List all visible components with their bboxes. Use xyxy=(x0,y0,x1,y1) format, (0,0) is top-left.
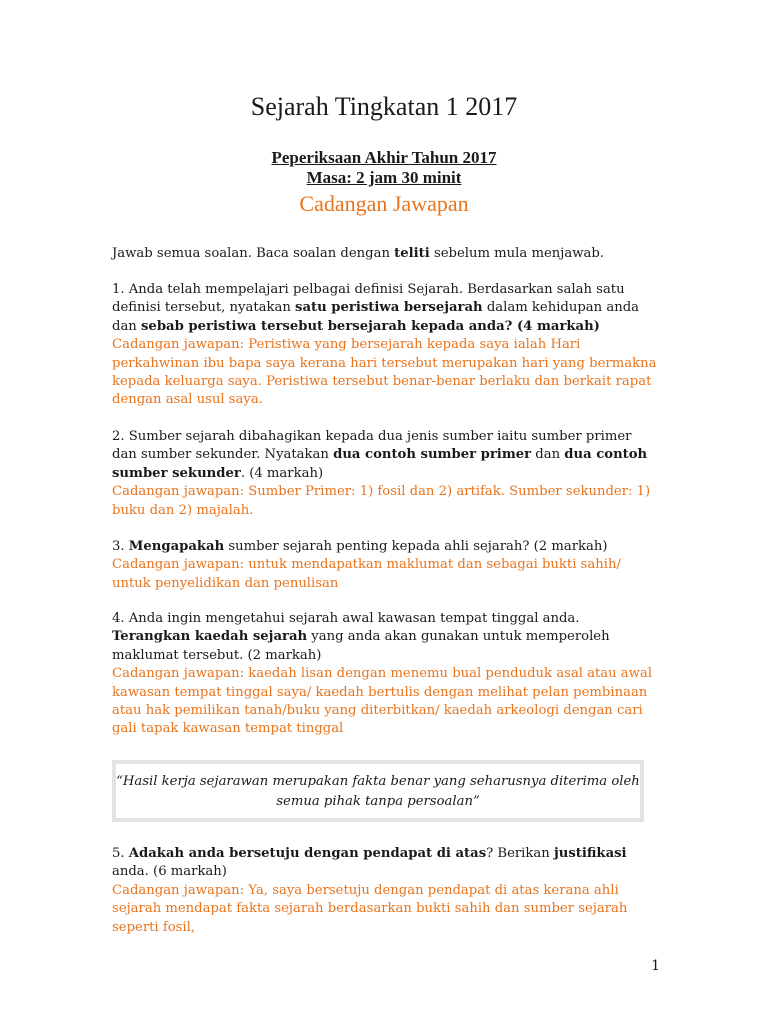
question-2-text xyxy=(112,428,660,483)
instructions xyxy=(112,245,660,263)
q1-t1: 1. Anda telah mempelajari pelbagai definisi Sejarah. Berdasarkan salah satu definisi tersebut, nyatakan xyxy=(112,282,625,316)
question-1 xyxy=(112,281,660,410)
q1-t3: dalam kehidupan anda dan xyxy=(112,300,640,334)
question-4-text xyxy=(112,610,660,665)
page-number: 1 xyxy=(651,958,660,974)
q1-t5: ? (4 markah) xyxy=(504,318,600,334)
q5-t2: Adakah anda bersetuju dengan pendapat di atas xyxy=(128,846,487,861)
question-5 xyxy=(112,845,660,937)
q4-t3: yang anda akan gunakan untuk memperoleh maklumat tersebut. (2 markah) xyxy=(112,629,610,663)
question-1-answer: Cadangan jawapan: Peristiwa yang bersejarah kepada saya ialah Hari perkahwinan ibu bapa saya kerana hari tersebut merupakan hari yang bermakna kepada keluarga saya. Peristiwa tersebut benar-benar berlaku dan berkait rapat dengan asal usul saya. xyxy=(112,337,657,408)
question-1-text xyxy=(112,281,660,336)
question-5-answer: Cadangan jawapan: Ya, saya bersetuju dengan pendapat di atas kerana ahli sejarah mendapat fakta sejarah berdasarkan bukti sahih dan sumber sejarah seperti fosil, xyxy=(112,882,628,935)
exam-duration: Masa: 2 jam 30 minit xyxy=(306,168,462,187)
q4-t2: Terangkan kaedah sejarah xyxy=(112,629,308,645)
question-3 xyxy=(112,538,660,593)
q1-t2: satu peristiwa bersejarah xyxy=(295,300,483,316)
q3-t3: sumber sejarah penting kepada ahli sejarah? (2 markah) xyxy=(224,539,608,554)
quote-box: “Hasil kerja sejarawan merupakan fakta benar yang seharusnya diterima oleh semua pihak tanpa persoalan” xyxy=(112,760,644,822)
q5-t1: 5. xyxy=(112,846,129,861)
question-4 xyxy=(112,610,660,739)
q1-t4: sebab peristiwa tersebut bersejarah kepada anda xyxy=(141,318,505,334)
answers-heading: Cadangan Jawapan xyxy=(299,191,469,216)
q5-t3: ? Berikan xyxy=(486,846,554,861)
question-2-answer: Cadangan jawapan: Sumber Primer: 1) fosil dan 2) artifak. Sumber sekunder: 1) buku dan 2) majalah. xyxy=(112,484,651,518)
q5-t4: justifikasi xyxy=(553,846,627,861)
q3-t2: Mengapakah xyxy=(128,539,225,554)
q2-t5: . (4 markah) xyxy=(240,465,324,481)
question-3-text xyxy=(112,538,660,556)
question-3-answer: Cadangan jawapan: untuk mendapatkan maklumat dan sebagai bukti sahih/ untuk penyelidikan dan penulisan xyxy=(112,557,621,591)
q2-t2: dua contoh sumber primer xyxy=(333,447,532,463)
question-2 xyxy=(112,428,660,520)
q4-t1: 4. Anda ingin mengetahui sejarah awal kawasan tempat tinggal anda. xyxy=(112,611,580,626)
q2-t4: dua contoh sumber sekunder xyxy=(112,447,648,481)
question-4-answer: Cadangan jawapan: kaedah lisan dengan menemu bual penduduk asal atau awal kawasan tempat tinggal saya/ kaedah bertulis dengan melihat pelan pembinaan atau hak pemilikan tanah/buku yang diterbitkan/ kaedah arkeologi dengan cari gali tapak kawasan tempat tinggal xyxy=(112,666,653,737)
instructions-text-c: sebelum mula menjawab. xyxy=(429,246,604,261)
exam-name: Peperiksaan Akhir Tahun 2017 xyxy=(271,148,497,167)
instructions-text-b: teliti xyxy=(394,246,430,261)
question-5-text xyxy=(112,845,660,882)
q2-t3: dan xyxy=(531,447,565,463)
q2-t1: 2. Sumber sejarah dibahagikan kepada dua jenis sumber iaitu sumber primer dan sumber sekunder. Nyatakan xyxy=(112,429,632,463)
q3-t1: 3. xyxy=(112,539,129,554)
instructions-text-a: Jawab semua soalan. Baca soalan dengan xyxy=(112,246,395,261)
page-title: Sejarah Tingkatan 1 2017 xyxy=(250,92,518,121)
q5-t5: anda. (6 markah) xyxy=(112,864,227,880)
